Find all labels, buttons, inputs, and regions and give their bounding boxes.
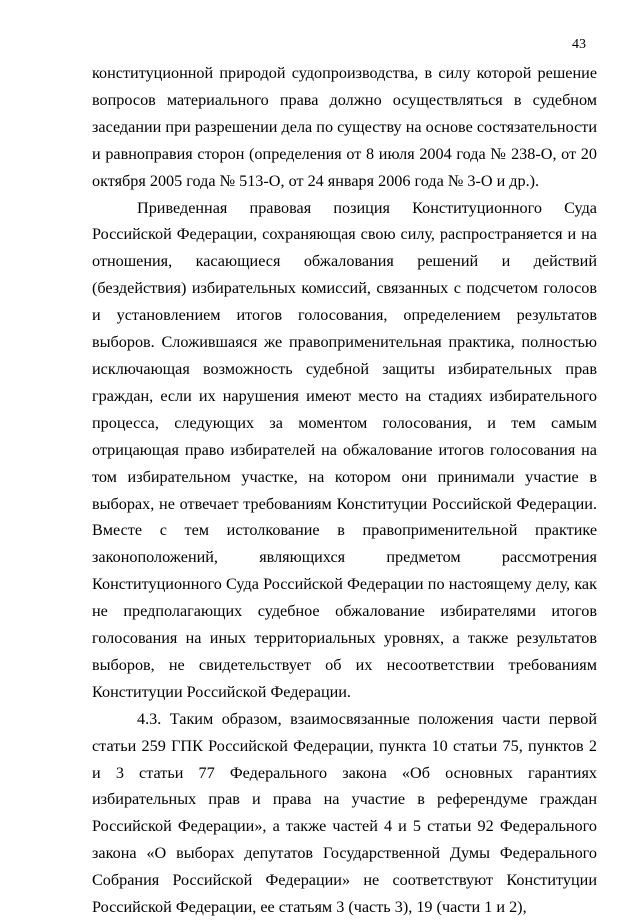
document-body <box>92 60 597 921</box>
paragraph-conclusion: 4.3. Таким образом, взаимосвязанные положения части первой статьи 259 ГПК Российской Федерации, пункта 10 статьи 75, пунктов 2 и 3 статьи 77 Федерального закона «Об основных гарантиях избирательных прав и права на участие в референдуме граждан Российской Федерации», а также частей 4 и 5 статьи 92 Федерального закона «О выборах депутатов Государственной Думы Федерального Собрания Российской Федерации» не соответствуют Конституции Российской Федерации, ее статьям 3 (часть 3), 19 (части 1 и 2), <box>92 709 597 917</box>
paragraph-continuation: конституционной природой судопроизводства, в силу которой решение вопросов материального права должно осуществляться в судебном заседании при разрешении дела по существу на основе состязательности и равноправия сторон (определения от 8 июля 2004 года № 238-О, от 20 октября 2005 года № 513-О, от 24 января 2006 года № 3-О и др.). <box>92 64 597 190</box>
page-number: 43 <box>572 37 586 52</box>
paragraph-legal-position: Приведенная правовая позиция Конституционного Суда Российской Федерации, сохраняющая свою силу, распространяется и на отношения, касающиеся обжалования решений и действий (бездействия) избирательных комиссий, связанных с подсчетом голосов и установлением итогов голосования, определением результатов выборов. Сложившаяся же правоприменительная практика, полностью исключающая возможность судебной защиты избирательных прав граждан, если их нарушения имеют место на стадиях избирательного процесса, следующих за моментом голосования, и тем самым отрицающая право избирателей на обжалование итогов голосования на том избирательном участке, на котором они принимали участие в выборах, не отвечает требованиям Конституции Российской Федерации. Вместе с тем истолкование в правоприменительной практике законоположений, являющихся предметом рассмотрения Конституционного Суда Российской Федерации по настоящему делу, как не предполагающих судебное обжалование избирателями итогов голосования на иных территориальных уровнях, а также результатов выборов, не свидетельствует об их несоответствии требованиям Конституции Российской Федерации. <box>92 198 597 701</box>
